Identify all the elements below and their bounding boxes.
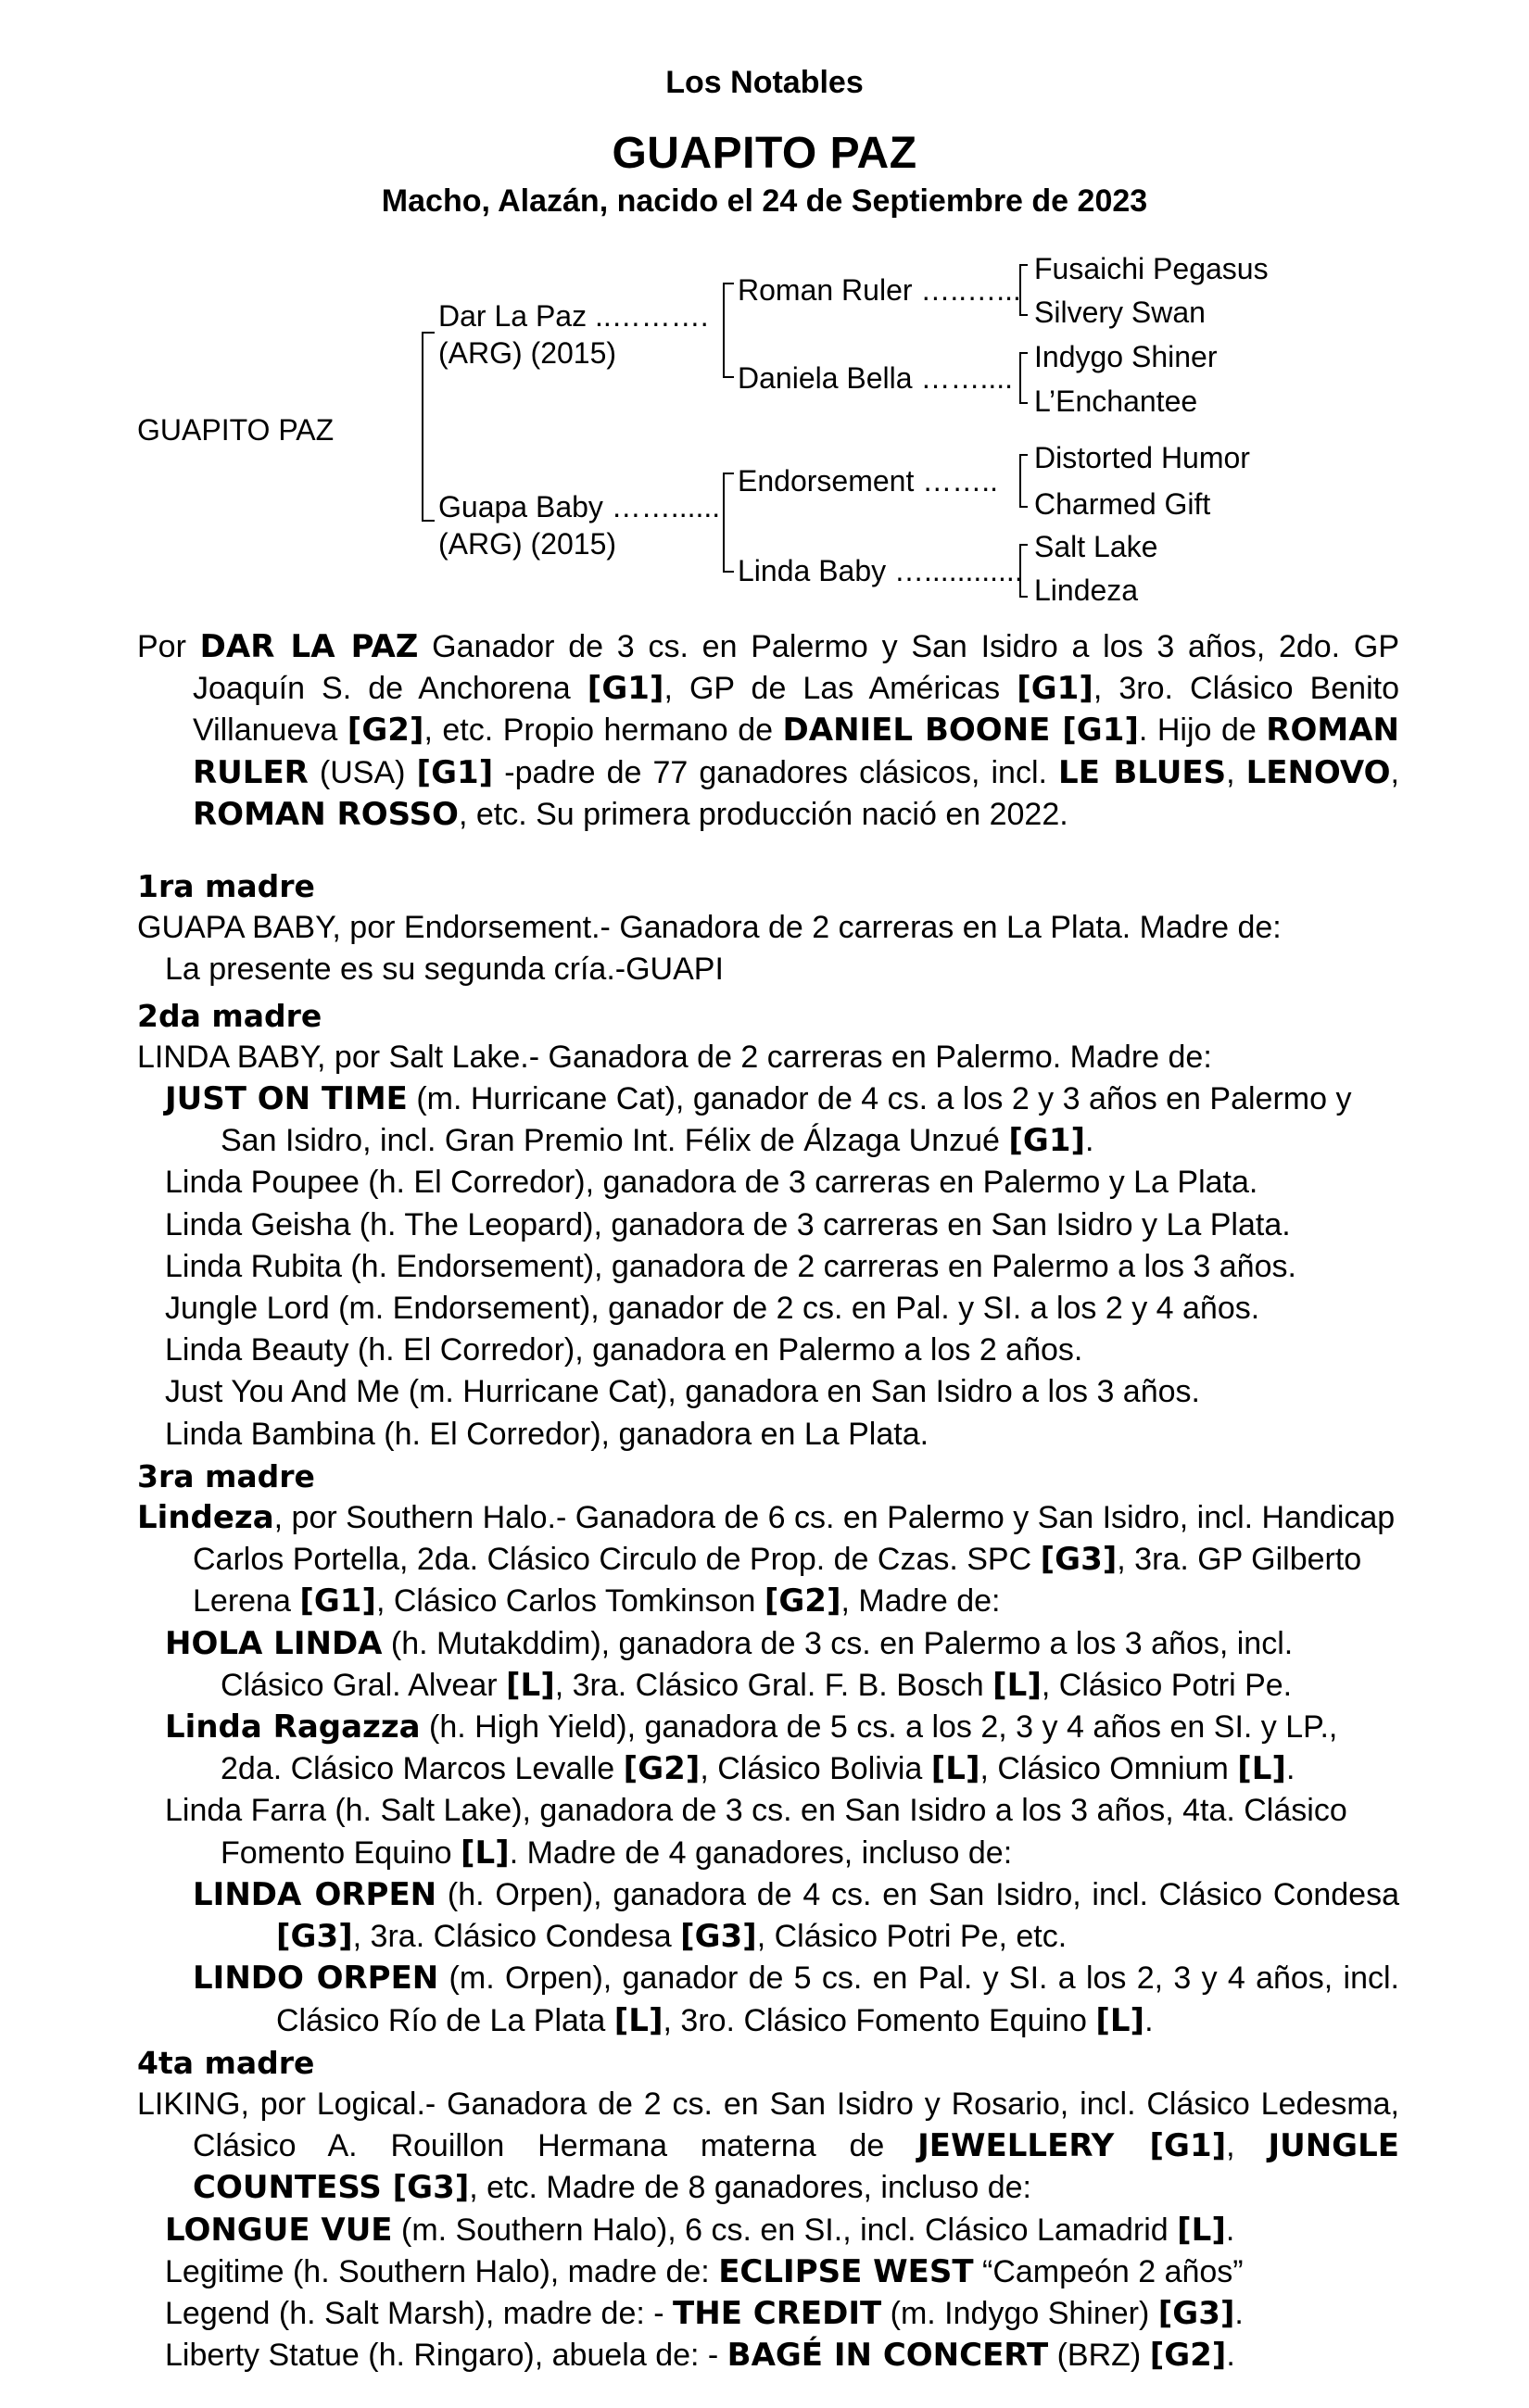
section-title-3ra-madre: 3ra madre: [137, 1457, 315, 1494]
madre2-line: LINDA BABY, por Salt Lake.- Ganadora de 2 carreras en Palermo. Madre de:: [137, 1039, 1212, 1075]
pedigree-sire: Dar La Paz ..……….: [438, 299, 709, 333]
offspring-entry: HOLA LINDA (h. Mutakddim), ganadora de 3 cs. en Palermo a los 3 años, incl. Clásico Gral. Alvear [L], 3ra. Clásico Gral. F. B. Bosch [L], Clásico Potri Pe.: [165, 1624, 1294, 1704]
offspring-entry: Linda Geisha (h. The Leopard), ganadora de 3 carreras en San Isidro y La Plata.: [165, 1206, 1291, 1242]
offspring-entry: LONGUE VUE (m. Southern Halo), 6 cs. en SI., incl. Clásico Lamadrid [L].: [165, 2211, 1235, 2249]
madre3-line: Lindeza, por Southern Halo.- Ganadora de 6 cs. en Palermo y San Isidro, incl. Handicap Carlos Portella, 2da. Clásico Circulo de Prop. de Czas. SPC [G3], 3ra. GP Gilberto Lerena [G1], Clásico Carlos Tomkinson [G2], Madre de:: [137, 1499, 1396, 1620]
offspring-entry: Linda Bambina (h. El Corredor), ganadora en La Plata.: [165, 1416, 929, 1452]
pedigree-great-grandparent: Lindeza: [1034, 574, 1139, 607]
offspring-entry: Linda Poupee (h. El Corredor), ganadora de 3 carreras en Palermo y La Plata.: [165, 1165, 1258, 1201]
madre1-line: GUAPA BABY, por Endorsement.- Ganadora de 2 carreras en La Plata. Madre de:: [137, 910, 1282, 946]
pedigree-grandparent: Roman Ruler …..…...: [738, 273, 1021, 307]
pedigree-bracket: [1019, 352, 1021, 404]
horse-description: Macho, Alazán, nacido el 24 de Septiembre de 2023: [381, 183, 1148, 219]
pedigree-great-grandparent: Charmed Gift: [1034, 487, 1211, 521]
pedigree-sire-origin: (ARG) (2015): [438, 336, 617, 370]
offspring-entry: Legend (h. Salt Marsh), madre de: - THE CREDIT (m. Indygo Shiner) [G3].: [165, 2294, 1244, 2332]
pedigree-subject: GUAPITO PAZ: [137, 413, 335, 447]
catalog-text: [137, 626, 1399, 2376]
pedigree-grandparent: Daniela Bella ……....: [738, 361, 1014, 395]
pedigree-great-grandparent: Indygo Shiner: [1034, 340, 1218, 373]
sire-paragraph: Por DAR LA PAZ Ganador de 3 cs. en Palermo y San Isidro a los 3 años, 2do. GP Joaquín S. de Anchorena [G1], GP de Las Américas [G1], 3ro. Clásico Benito Villanueva [G2], etc. Propio hermano de DANIEL BOONE [G1]. Hijo de ROMAN RULER (USA) [G1] -padre de 77 ganadores clásicos, incl. LE BLUES, LENOVO, ROMAN ROSSO, etc. Su primera producción nació en 2022.: [137, 628, 1399, 833]
pedigree-dam-origin: (ARG) (2015): [438, 527, 617, 561]
madre1-line: La presente es su segunda cría.-GUAPI: [165, 952, 724, 988]
pedigree-grandparent: Linda Baby …............: [738, 554, 1023, 587]
offspring-entry: Linda Ragazza (h. High Yield), ganadora de 5 cs. a los 2, 3 y 4 años en SI. y LP., 2da. Clásico Marcos Levalle [G2], Clásico Bolivia [L], Clásico Omnium [L].: [165, 1708, 1338, 1788]
pedigree-great-grandparent: Salt Lake: [1034, 530, 1158, 563]
pedigree-great-grandparent: Distorted Humor: [1034, 441, 1250, 474]
pedigree-bracket: [723, 283, 725, 378]
pedigree-dam: Guapa Baby ……......: [438, 490, 721, 523]
pedigree-bracket: [1019, 544, 1021, 598]
horse-title: GUAPITO PAZ: [612, 129, 917, 178]
offspring-entry: Just You And Me (m. Hurricane Cat), ganadora en San Isidro a los 3 años.: [165, 1374, 1200, 1410]
offspring-entry: Linda Rubita (h. Endorsement), ganadora de 2 carreras en Palermo a los 3 años.: [165, 1248, 1296, 1284]
pedigree-bracket: [422, 332, 423, 522]
pedigree-great-grandparent: Silvery Swan: [1034, 296, 1206, 329]
offspring-entry: Legitime (h. Southern Halo), madre de: ECLIPSE WEST “Campeón 2 años”: [165, 2252, 1244, 2290]
seller-name: Los Notables: [665, 65, 864, 100]
grand-offspring-entry: LINDA ORPEN (h. Orpen), ganadora de 4 cs. en San Isidro, incl. Clásico Condesa [G3], 3ra. Clásico Condesa [G3], Clásico Potri Pe, etc.: [193, 1875, 1399, 1956]
offspring-entry: JUST ON TIME (m. Hurricane Cat), ganador de 4 cs. a los 2 y 3 años en Palermo y San Isidro, incl. Gran Premio Int. Félix de Álzaga Unzué [G1].: [165, 1080, 1352, 1160]
section-title-4ta-madre: 4ta madre: [137, 2044, 315, 2081]
grand-offspring-entry: LINDO ORPEN (m. Orpen), ganador de 5 cs. en Pal. y SI. a los 2, 3 y 4 años, incl. Clásico Río de La Plata [L], 3ro. Clásico Fomento Equino [L].: [193, 1960, 1399, 2039]
offspring-entry: Linda Farra (h. Salt Lake), ganadora de 3 cs. en San Isidro a los 3 años, 4ta. Clásico Fomento Equino [L]. Madre de 4 ganadores, incluso de:: [165, 1793, 1347, 1872]
pedigree-great-grandparent: L’Enchantee: [1034, 385, 1198, 418]
pedigree-great-grandparent: Fusaichi Pegasus: [1034, 252, 1269, 285]
pedigree-bracket: [1019, 454, 1021, 508]
offspring-entry: Linda Beauty (h. El Corredor), ganadora en Palermo a los 2 años.: [165, 1332, 1083, 1368]
pedigree-bracket: [1019, 264, 1021, 316]
madre4-line: LIKING, por Logical.- Ganadora de 2 cs. en San Isidro y Rosario, incl. Clásico Ledesma, Clásico A. Rouillon Hermana materna de JEWELLERY [G1], JUNGLE COUNTESS [G3], etc. Madre de 8 ganadores, incluso de:: [137, 2086, 1399, 2207]
pedigree-bracket: [723, 473, 725, 573]
section-title-2da-madre: 2da madre: [137, 997, 322, 1034]
pedigree-grandparent: Endorsement ……..: [738, 464, 998, 498]
section-title-1ra-madre: 1ra madre: [137, 868, 315, 905]
offspring-entry: Jungle Lord (m. Endorsement), ganador de 2 cs. en Pal. y SI. a los 2 y 4 años.: [165, 1291, 1260, 1327]
offspring-entry: Liberty Statue (h. Ringaro), abuela de: - BAGÉ IN CONCERT (BRZ) [G2].: [165, 2337, 1235, 2375]
